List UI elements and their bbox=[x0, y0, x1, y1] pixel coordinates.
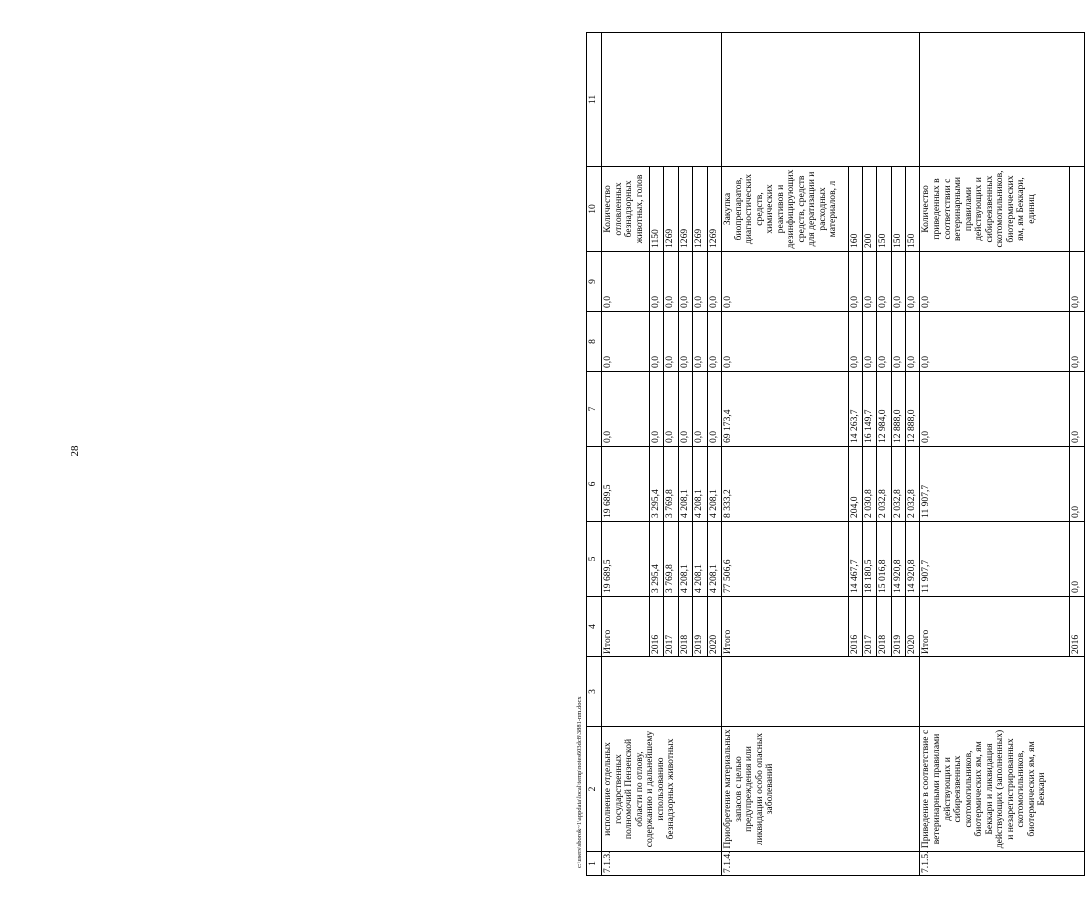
other-cell: 0,0 bbox=[678, 252, 692, 312]
year-cell: 2018 bbox=[877, 597, 891, 657]
regional-cell: 4 208,1 bbox=[678, 447, 692, 522]
local-cell: 0,0 bbox=[891, 312, 905, 372]
federal-cell: 16 149,7 bbox=[862, 372, 876, 447]
local-cell: 0,0 bbox=[848, 312, 862, 372]
local-cell: 0,0 bbox=[664, 312, 678, 372]
other-cell: 0,0 bbox=[848, 252, 862, 312]
rotated-table-container bbox=[586, 33, 1085, 876]
regional-cell: 204,0 bbox=[848, 447, 862, 522]
other-cell: 0,0 bbox=[1070, 252, 1085, 312]
table-row bbox=[721, 33, 848, 876]
local-cell: 0,0 bbox=[707, 312, 721, 372]
other-cell: 0,0 bbox=[664, 252, 678, 312]
local-cell: 0,0 bbox=[1070, 312, 1085, 372]
local-cell: 0,0 bbox=[906, 312, 920, 372]
federal-cell: 0,0 bbox=[707, 372, 721, 447]
local-cell: 0,0 bbox=[862, 312, 876, 372]
indicator-value: 150 bbox=[906, 167, 920, 252]
total-cell: 0,0 bbox=[1070, 522, 1085, 597]
other-cell: 0,0 bbox=[862, 252, 876, 312]
total-cell: 14 920,8 bbox=[906, 522, 920, 597]
indicator-value: 150 bbox=[891, 167, 905, 252]
regional-cell: 2 032,8 bbox=[891, 447, 905, 522]
federal-cell: 12 984,0 bbox=[877, 372, 891, 447]
indicator-value: 1269 bbox=[664, 167, 678, 252]
year-cell: Итого bbox=[602, 597, 650, 657]
federal-cell: 0,0 bbox=[602, 372, 650, 447]
indicator-name: Количество приведенных в соответствии с ветеринарными правилами действующих и сибиреязвенных скотомогильников, биотермических ям, ям Беккари, единиц bbox=[920, 167, 1070, 252]
regional-cell: 3 769,8 bbox=[664, 447, 678, 522]
table-row bbox=[920, 33, 1070, 876]
local-cell: 0,0 bbox=[877, 312, 891, 372]
col-header-10: 10 bbox=[587, 167, 602, 252]
year-cell: 2016 bbox=[848, 597, 862, 657]
year-cell: 2020 bbox=[906, 597, 920, 657]
federal-cell: 69 173,4 bbox=[721, 372, 848, 447]
year-cell: 2018 bbox=[678, 597, 692, 657]
col-header-2: 2 bbox=[587, 727, 602, 852]
section-name: исполнение отдельных государственных полномочий Пензенской области по отлову, содержанию и дальнейшему использованию безнадзорных животных bbox=[602, 727, 722, 852]
regional-cell: 3 295,4 bbox=[650, 447, 664, 522]
other-cell: 0,0 bbox=[650, 252, 664, 312]
section-name: Приведение в соответствие с ветеринарными правилами действующих и сибиреязвенных скотомогильников, биотермических ям, ям Беккари и ликвидация действующих (заполненных) и незарегистрированных скотомогильников, биотермических ям, ям Беккари bbox=[920, 727, 1085, 852]
indicator-value bbox=[1070, 167, 1085, 252]
total-cell: 11 907,7 bbox=[920, 522, 1070, 597]
program-activities-table bbox=[586, 32, 1085, 876]
section-name: Приобретение материальных запасов с целью предупреждения или ликвидации особо опасных заболеваний bbox=[721, 727, 919, 852]
year-cell: 2019 bbox=[693, 597, 707, 657]
page-number: 28 bbox=[69, 445, 81, 457]
federal-cell: 0,0 bbox=[693, 372, 707, 447]
indicator-value: 1269 bbox=[693, 167, 707, 252]
indicator-value: 200 bbox=[862, 167, 876, 252]
col-header-8: 8 bbox=[587, 312, 602, 372]
year-cell: 2019 bbox=[891, 597, 905, 657]
col-header-5: 5 bbox=[587, 522, 602, 597]
indicator-name: Закупка биопрепаратов, диагностических средств, химических реактивов и дезинфицирующих средств, средств для дератизации и расходных материалов, л bbox=[721, 167, 848, 252]
section-number: 7.1.4. bbox=[721, 852, 919, 876]
regional-cell: 4 208,1 bbox=[707, 447, 721, 522]
column-number-row bbox=[587, 33, 602, 876]
federal-cell: 12 888,0 bbox=[906, 372, 920, 447]
federal-cell: 0,0 bbox=[920, 372, 1070, 447]
other-cell: 0,0 bbox=[891, 252, 905, 312]
indicator-value: 1269 bbox=[678, 167, 692, 252]
indicator-value: 150 bbox=[877, 167, 891, 252]
regional-cell: 2 032,8 bbox=[877, 447, 891, 522]
total-cell: 15 016,8 bbox=[877, 522, 891, 597]
local-cell: 0,0 bbox=[920, 312, 1070, 372]
indicator-value: 160 bbox=[848, 167, 862, 252]
federal-cell: 0,0 bbox=[650, 372, 664, 447]
total-cell: 4 208,1 bbox=[678, 522, 692, 597]
section-number: 7.1.5. bbox=[920, 852, 1085, 876]
col-header-3: 3 bbox=[587, 657, 602, 727]
total-cell: 4 208,1 bbox=[707, 522, 721, 597]
section-number: 7.1.3. bbox=[602, 852, 722, 876]
year-cell: Итого bbox=[721, 597, 848, 657]
indicator-value: 1150 bbox=[650, 167, 664, 252]
col-header-7: 7 bbox=[587, 372, 602, 447]
regional-cell: 2 032,8 bbox=[906, 447, 920, 522]
local-cell: 0,0 bbox=[678, 312, 692, 372]
year-cell: 2017 bbox=[664, 597, 678, 657]
col-header-9: 9 bbox=[587, 252, 602, 312]
col-header-6: 6 bbox=[587, 447, 602, 522]
year-cell: 2016 bbox=[1070, 597, 1085, 657]
federal-cell: 12 888,0 bbox=[891, 372, 905, 447]
total-cell: 4 208,1 bbox=[693, 522, 707, 597]
local-cell: 0,0 bbox=[721, 312, 848, 372]
year-cell: 2020 bbox=[707, 597, 721, 657]
federal-cell: 14 263,7 bbox=[848, 372, 862, 447]
federal-cell: 0,0 bbox=[1070, 372, 1085, 447]
regional-cell: 2 030,8 bbox=[862, 447, 876, 522]
regional-cell: 8 333,2 bbox=[721, 447, 848, 522]
total-cell: 18 180,5 bbox=[862, 522, 876, 597]
total-cell: 3 295,4 bbox=[650, 522, 664, 597]
local-cell: 0,0 bbox=[650, 312, 664, 372]
total-cell: 77 506,6 bbox=[721, 522, 848, 597]
total-cell: 14 467,7 bbox=[848, 522, 862, 597]
other-cell: 0,0 bbox=[877, 252, 891, 312]
other-cell: 0,0 bbox=[707, 252, 721, 312]
col-header-1: 1 bbox=[587, 852, 602, 876]
local-cell: 0,0 bbox=[693, 312, 707, 372]
total-cell: 3 769,8 bbox=[664, 522, 678, 597]
regional-cell: 0,0 bbox=[1070, 447, 1085, 522]
total-cell: 14 920,8 bbox=[891, 522, 905, 597]
footer-file-path: c:\users\sborok~1\appdata\local\temp\notes603dc8\3881-nm.docx bbox=[576, 696, 583, 868]
section-executor bbox=[721, 657, 919, 727]
other-cell: 0,0 bbox=[693, 252, 707, 312]
col11-cell bbox=[721, 33, 919, 167]
regional-cell: 19 689,5 bbox=[602, 447, 650, 522]
other-cell: 0,0 bbox=[920, 252, 1070, 312]
section-executor bbox=[920, 657, 1085, 727]
indicator-value: 1269 bbox=[707, 167, 721, 252]
indicator-name: Количество отловленных безнадзорных животных, голов bbox=[602, 167, 650, 252]
year-cell: Итого bbox=[920, 597, 1070, 657]
regional-cell: 11 907,7 bbox=[920, 447, 1070, 522]
other-cell: 0,0 bbox=[602, 252, 650, 312]
local-cell: 0,0 bbox=[602, 312, 650, 372]
col11-cell bbox=[920, 33, 1085, 167]
federal-cell: 0,0 bbox=[664, 372, 678, 447]
total-cell: 19 689,5 bbox=[602, 522, 650, 597]
other-cell: 0,0 bbox=[906, 252, 920, 312]
table-row bbox=[602, 33, 650, 876]
section-executor bbox=[602, 657, 722, 727]
col-header-11: 11 bbox=[587, 33, 602, 167]
federal-cell: 0,0 bbox=[678, 372, 692, 447]
col11-cell bbox=[602, 33, 722, 167]
year-cell: 2016 bbox=[650, 597, 664, 657]
col-header-4: 4 bbox=[587, 597, 602, 657]
other-cell: 0,0 bbox=[721, 252, 848, 312]
year-cell: 2017 bbox=[862, 597, 876, 657]
regional-cell: 4 208,1 bbox=[693, 447, 707, 522]
